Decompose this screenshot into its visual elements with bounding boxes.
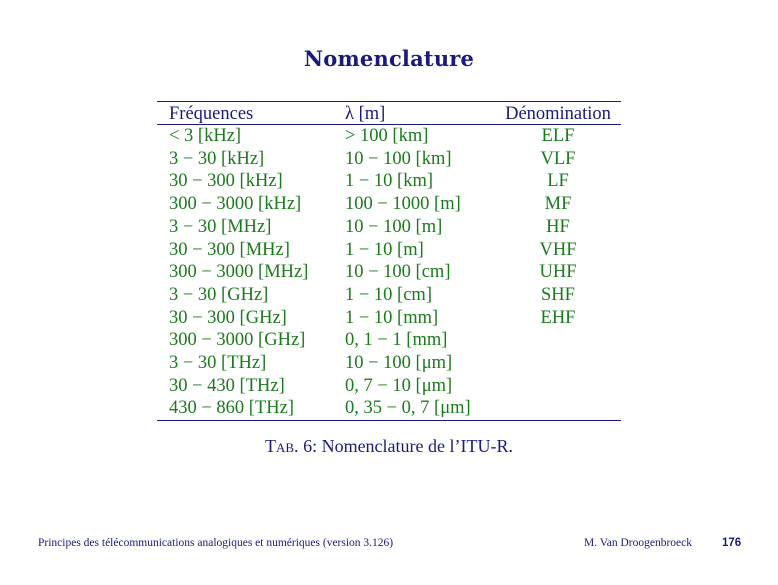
cell-denomination bbox=[495, 352, 621, 375]
cell-wavelength: 10 − 100 [μm] bbox=[345, 353, 453, 374]
cell-wavelength: 0, 7 − 10 [μm] bbox=[345, 375, 453, 396]
cell-wavelength: 10 − 100 [km] bbox=[345, 148, 452, 169]
table-row bbox=[157, 170, 621, 193]
cell-denomination: HF bbox=[546, 216, 570, 237]
cell-frequency: 300 − 3000 [GHz] bbox=[169, 330, 306, 351]
cell-denomination: ELF bbox=[541, 126, 575, 146]
cell-denomination: VHF bbox=[539, 239, 577, 260]
footer-author: M. Van Droogenbroeck bbox=[583, 537, 692, 549]
cell-wavelength: 10 − 100 [m] bbox=[345, 216, 443, 237]
table-row bbox=[157, 284, 621, 307]
page-number: 176 bbox=[722, 537, 742, 549]
table-row bbox=[157, 261, 621, 284]
cell-frequency: 3 − 30 [kHz] bbox=[169, 148, 265, 169]
cell-wavelength: 1 − 10 [km] bbox=[345, 171, 434, 192]
cell-wavelength: 1 − 10 [cm] bbox=[345, 284, 432, 305]
header-wavelength: λ [m] bbox=[345, 103, 386, 124]
cell-denomination: EHF bbox=[540, 307, 576, 328]
table-row bbox=[157, 329, 621, 352]
caption-label: Tab. bbox=[265, 436, 299, 456]
table-row bbox=[157, 239, 621, 262]
table-row bbox=[157, 352, 621, 375]
cell-denomination: MF bbox=[544, 194, 572, 215]
cell-frequency: 430 − 860 [THz] bbox=[169, 398, 295, 419]
cell-frequency: 300 − 3000 [MHz] bbox=[169, 262, 309, 283]
header-denomination: Dénomination bbox=[505, 103, 611, 124]
cell-wavelength: 100 − 1000 [m] bbox=[345, 194, 461, 215]
cell-denomination bbox=[495, 329, 621, 352]
cell-denomination: VLF bbox=[540, 148, 576, 169]
cell-frequency: 3 − 30 [MHz] bbox=[169, 216, 272, 237]
cell-denomination: LF bbox=[547, 171, 569, 192]
cell-denomination: UHF bbox=[539, 262, 577, 283]
cell-denomination bbox=[495, 375, 621, 398]
caption-text: 6: Nomenclature de l’ITU-R. bbox=[298, 436, 513, 456]
cell-frequency: 300 − 3000 [kHz] bbox=[169, 194, 302, 215]
cell-frequency: 3 − 30 [GHz] bbox=[169, 284, 269, 305]
cell-wavelength: 0, 1 − 1 [mm] bbox=[345, 330, 448, 351]
cell-frequency: 30 − 300 [MHz] bbox=[169, 239, 290, 260]
table-row bbox=[157, 148, 621, 171]
table-row bbox=[157, 193, 621, 216]
cell-frequency: 30 − 300 [GHz] bbox=[169, 307, 287, 328]
table-row bbox=[157, 397, 621, 420]
cell-wavelength: 0, 35 − 0, 7 [μm] bbox=[345, 398, 471, 419]
cell-wavelength: > 100 [km] bbox=[345, 126, 429, 146]
cell-wavelength: 10 − 100 [cm] bbox=[345, 262, 451, 283]
table-row bbox=[157, 125, 621, 148]
table-caption bbox=[0, 436, 778, 457]
nomenclature-table-container bbox=[157, 101, 621, 421]
cell-denomination bbox=[495, 397, 621, 420]
cell-frequency: 3 − 30 [THz] bbox=[169, 353, 267, 374]
cell-frequency: < 3 [kHz] bbox=[169, 126, 242, 146]
cell-wavelength: 1 − 10 [mm] bbox=[345, 307, 439, 328]
table-header-row bbox=[157, 102, 621, 125]
nomenclature-table bbox=[157, 101, 621, 421]
slide-title: Nomenclature bbox=[303, 46, 475, 71]
cell-wavelength: 1 − 10 [m] bbox=[345, 239, 424, 260]
footer-course-title: Principes des télécommunications analogiques et numériques (version 3.126) bbox=[38, 537, 394, 549]
cell-frequency: 30 − 300 [kHz] bbox=[169, 171, 283, 192]
cell-denomination: SHF bbox=[541, 284, 575, 305]
table-row bbox=[157, 375, 621, 398]
cell-frequency: 30 − 430 [THz] bbox=[169, 375, 285, 396]
table-row bbox=[157, 307, 621, 330]
table-row bbox=[157, 216, 621, 239]
header-frequencies: Fréquences bbox=[169, 103, 254, 124]
